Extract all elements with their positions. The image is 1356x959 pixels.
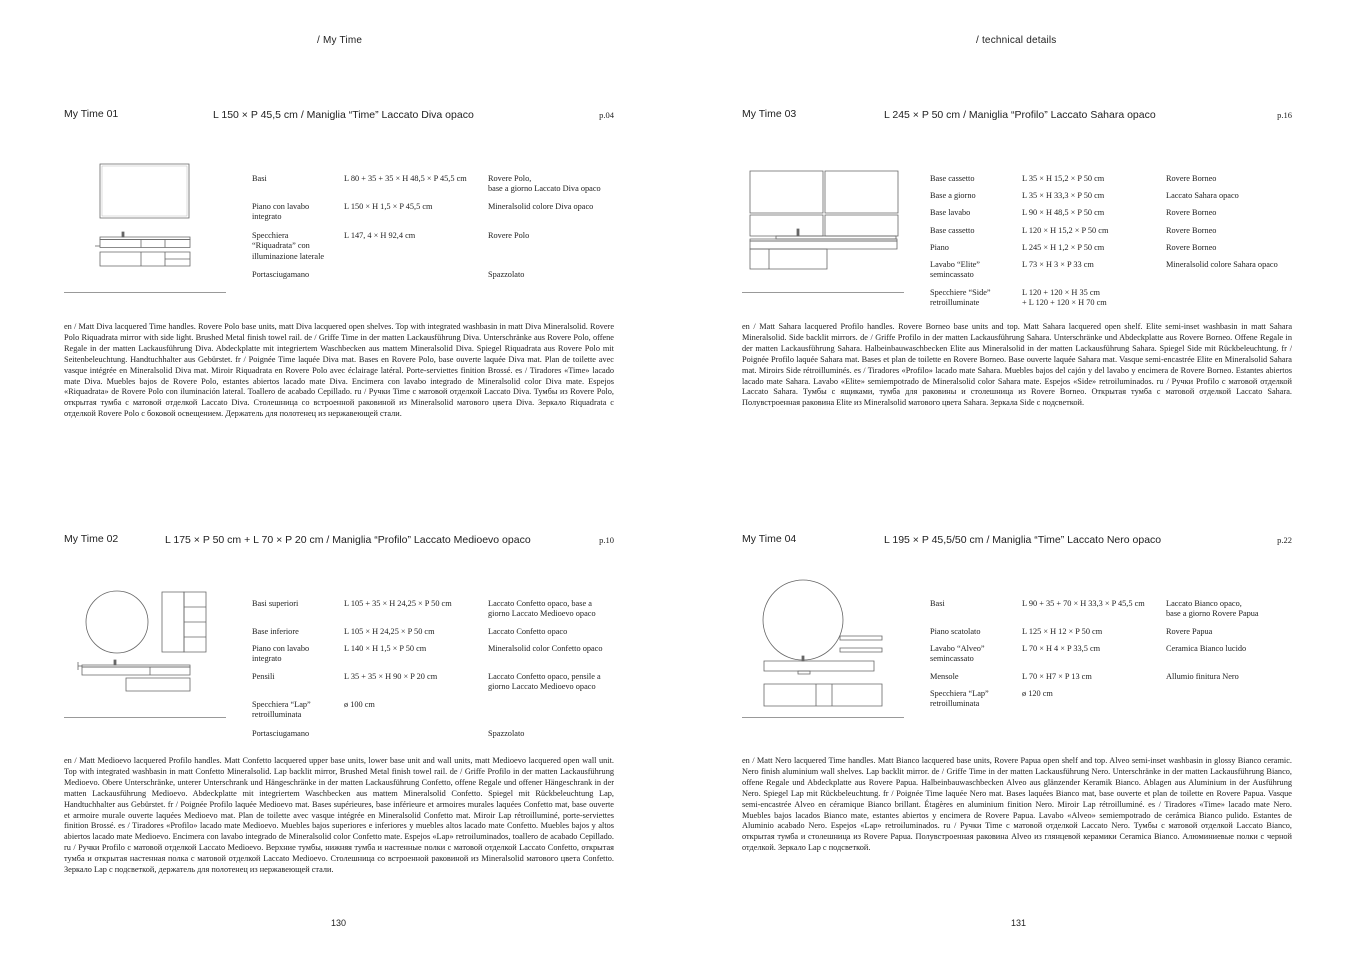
dimensions: ø 100 cm — [344, 700, 375, 709]
dimensions: L 73 × H 3 × P 33 cm — [1022, 260, 1094, 269]
dimensions: L 147, 4 × H 92,4 cm — [344, 231, 416, 240]
finish: Laccato Confetto opaco, pensile a giorno Laccato Medioevo opaco — [488, 672, 601, 692]
section-spec: L 195 × P 45,5/50 cm / Maniglia “Time” Laccato Nero opaco — [884, 534, 1162, 546]
page-number: 130 — [331, 918, 347, 928]
component-name: Lavabo “Alveo” semincassato — [930, 644, 985, 664]
finish: Laccato Bianco opaco, base a giorno Rovere Papua — [1166, 599, 1259, 619]
left-page-header: / My Time — [317, 35, 363, 46]
finish: Allumio finitura Nero — [1166, 672, 1239, 681]
component-name: Base a giorno — [930, 191, 976, 200]
section-title: My Time 03 — [742, 108, 797, 120]
component-name: Base lavabo — [930, 208, 971, 217]
spec-table — [930, 174, 1300, 314]
finish: Rovere Polo — [488, 231, 530, 240]
dimensions: L 120 + 120 × H 35 cm + L 120 + 120 × H 70 cm — [1022, 288, 1107, 308]
component-name: Specchiere “Side” retroilluminate — [930, 288, 991, 308]
dimensions: L 105 + 35 × H 24,25 × P 50 cm — [344, 599, 452, 608]
dimensions: L 120 × H 15,2 × P 50 cm — [1022, 226, 1109, 235]
dimensions: L 80 + 35 + 35 × H 48,5 × P 45,5 cm — [344, 174, 467, 183]
section-spec: L 175 × P 50 cm + L 70 × P 20 cm / Maniglia “Profilo” Laccato Medioevo opaco — [165, 534, 531, 546]
page-reference: p.04 — [599, 110, 614, 120]
component-name: Base inferiore — [252, 627, 299, 636]
dimensions: L 35 × H 33,3 × P 50 cm — [1022, 191, 1105, 200]
finish: Rovere Papua — [1166, 627, 1213, 636]
divider — [742, 292, 904, 293]
component-name: Base cassetto — [930, 226, 975, 235]
divider — [64, 717, 226, 718]
dimensions: L 245 × H 1,2 × P 50 cm — [1022, 243, 1105, 252]
component-name: Specchiera “Riquadrata” con illuminazione laterale — [252, 231, 325, 261]
dimensions: ø 120 cm — [1022, 689, 1053, 698]
section-title: My Time 01 — [64, 108, 119, 120]
right-page-header: / technical details — [976, 35, 1057, 46]
component-name: Piano con lavabo integrato — [252, 202, 310, 222]
finish: Spazzolato — [488, 729, 525, 738]
dimensions: L 90 + 35 + 70 × H 33,3 × P 45,5 cm — [1022, 599, 1145, 608]
dimensions: L 125 × H 12 × P 50 cm — [1022, 627, 1103, 636]
component-name: Piano scatolato — [930, 627, 981, 636]
section-spec: L 245 × P 50 cm / Maniglia “Profilo” Laccato Sahara opaco — [884, 109, 1156, 121]
component-name: Pensili — [252, 672, 275, 681]
component-name: Basi superiori — [252, 599, 299, 608]
finish: Mineralsolid color Confetto opaco — [488, 644, 603, 653]
component-name: Basi — [930, 599, 945, 608]
finish: Mineralsolid colore Diva opaco — [488, 202, 594, 211]
component-name: Base cassetto — [930, 174, 975, 183]
spec-table — [252, 599, 622, 744]
component-name: Specchiera “Lap” retroilluminata — [930, 689, 989, 709]
finish: Rovere Borneo — [1166, 226, 1217, 235]
finish: Laccato Confetto opaco — [488, 627, 568, 636]
dimensions: L 150 × H 1,5 × P 45,5 cm — [344, 202, 433, 211]
page-reference: p.22 — [1277, 535, 1292, 545]
drawing-my-time-01 — [94, 160, 198, 272]
component-name: Portasciugamano — [252, 270, 310, 279]
section-spec: L 150 × P 45,5 cm / Maniglia “Time” Laccato Diva opaco — [213, 109, 474, 121]
description-text: en / Matt Nero lacquered Time handles. Matt Bianco lacquered base units, Rovere Papua open shelf and top. Alveo semi-inset washbasin in glossy Bianco ceramic. Nero finish aluminium wall shelves. Lap backlit mirror. de / Griffe Time in der matten Lackausführung Nero. Unterschränke in der matten Lackausführung Bianco, offene Regale und Abdeckplatte aus Rovere Papua. Halbeinbauwaschbecken Alveo aus glänzender Keramik Bianco. Ablagen aus Aluminium in der Ausführung Nero. Spiegel Lap mit Rückbeleuchtung. fr / Poignée Time laquée Nero mat. Bases laquées Bianco mat, base ouverte et plan de toilette en Rovere Papua. Vasque semi-encastrée Alveo en céramique Bianco brillant. Étagères en aluminium finition Nero. Miroir Lap rétroilluminé. es / Tiradores «Time» lacado mate Nero. Muebles bajos lacados Bianco mate, estantes abiertos y encimera de Rovere Papua. Lavabo «Alveo» semiempotrado de cerámica Bianco pulido. Estantes de Aluminio acabado Nero. Espejos «Lap» retroiluminados. ru / Ручки Time с матовой отделкой Laccato Nero. Тумбы с матовой отделкой Laccato Bianco, открытая тумба и столешница из Rovere Papua. Полувстроенная раковина Alveo из глянцевой керамики Ceramica Bianco. Алюминиевые полки с черной отделкой. Зеркало Lap с подсветкой. — [742, 756, 1292, 853]
spec-table — [930, 599, 1300, 719]
description-text: en / Matt Diva lacquered Time handles. Rovere Polo base units, matt Diva lacquered open shelves. Top with integrated washbasin in matt Diva Mineralsolid. Rovere Polo Riquadrata mirror with side light. Brushed Metal finish towel rail. de / Griffe Time in der matten Lackausführung Diva. Unterschränke aus Rovere Polo, offene Regale in der matten Lackausführung Diva. Abdeckplatte mit integriertem Waschbecken aus mattem Mineralsolid Diva. Spiegel Riquadrata aus Rovere Polo mit Seitenbeleuchtung. Handtuchhalter aus Gebürstet. fr / Poignée Time laquée Diva mat. Bases en Rovere Polo, base ouverte laquée Diva mat. Plan de toilette avec vasque intégrée en Mineralsolid Diva mat. Miroir Riquadrata en Rovere Polo avec éclairage latéral. Porte-serviettes finition Brossé. es / Tiradores «Time» lacado mate Diva. Muebles bajos de Rovere Polo, estantes abiertos lacado mate Diva. Encimera con lavabo integrado de Mineralsolid color Diva mate. Espejos «Riquadrata» de Rovere Polo con iluminación lateral. Toallero de acabado Cepillado. ru / Ручки Time с матовой отделкой Laccato Diva. Тумбы из Rovere Polo, открытая тумба с матовой отделкой Laccato Diva. Столешница со встроенной раковиной из Mineralsolid матового цвета Diva. Зеркало Riquadrata с отделкой Rovere Polo с боковой освещением. Держатель для полотенец из нержавеющей стали. — [64, 322, 614, 419]
drawing-my-time-02 — [76, 586, 206, 696]
section-title: My Time 02 — [64, 533, 119, 545]
page-reference: p.10 — [599, 535, 614, 545]
component-name: Piano con lavabo integrato — [252, 644, 310, 664]
component-name: Portasciugamano — [252, 729, 310, 738]
divider — [742, 717, 904, 718]
dimensions: L 140 × H 1,5 × P 50 cm — [344, 644, 427, 653]
finish: Rovere Borneo — [1166, 174, 1217, 183]
spec-table — [252, 174, 622, 286]
component-name: Mensole — [930, 672, 959, 681]
finish: Mineralsolid colore Sahara opaco — [1166, 260, 1278, 269]
finish: Ceramica Bianco lucido — [1166, 644, 1247, 653]
finish: Laccato Sahara opaco — [1166, 191, 1239, 200]
dimensions: L 35 + 35 × H 90 × P 20 cm — [344, 672, 438, 681]
page-reference: p.16 — [1277, 110, 1292, 120]
component-name: Lavabo “Elite” semincassato — [930, 260, 980, 280]
drawing-my-time-04 — [760, 576, 886, 708]
finish: Rovere Borneo — [1166, 208, 1217, 217]
dimensions: L 90 × H 48,5 × P 50 cm — [1022, 208, 1105, 217]
dimensions: L 35 × H 15,2 × P 50 cm — [1022, 174, 1105, 183]
component-name: Piano — [930, 243, 949, 252]
component-name: Basi — [252, 174, 267, 183]
finish: Laccato Confetto opaco, base a giorno Laccato Medioevo opaco — [488, 599, 596, 619]
finish: Spazzolato — [488, 270, 525, 279]
finish: Rovere Polo, base a giorno Laccato Diva opaco — [488, 174, 601, 194]
component-name: Specchiera “Lap” retroilluminata — [252, 700, 311, 720]
description-text: en / Matt Sahara lacquered Profilo handles. Rovere Borneo base units and top. Matt Sahara lacquered open shelf. Elite semi-inset washbasin in matt Sahara Mineralsolid. Side backlit mirrors. de / Griffe Profilo in der matten Lackausführung Sahara. Unterschränke und Abdeckplatte aus Rovere Borneo. Offene Regale in der matten Lackausführung Sahara. Halbeinbauwaschbecken Elite aus Mineralsolid in der matten Lackausführung Sahara. Spiegel Side mit Rückbeleuchtung. fr / Poignée Profilo laquée Sahara mat. Bases et plan de toilette en Rovere Borneo. Base ouverte laquée Sahara mat. Vasque semi-encastrée Elite en Mineralsolid Sahara mat. Miroirs Side rétroilluminés. es / Tiradores «Profilo» lacado mate Sahara. Muebles bajos del cajón y del lavabo y encimera de Rovere Borneo. Estantes abiertos lacado mate Sahara. Lavabo «Elite» semiempotrado de Mineralsolid color Sahara mate. Espejos «Side» retroiluminados. ru / Ручки Profilo с матовой отделкой Laccato Sahara. Тумбы с ящиками, тумба для раковины и столешница из Rovere Borneo. Открытая тумба с матовой отделкой Laccato Sahara. Полувстроенная раковина Elite из Mineralsolid матового цвета Sahara. Зеркала Side с подсветкой. — [742, 322, 1292, 408]
divider — [64, 292, 226, 293]
description-text: en / Matt Medioevo lacquered Profilo handles. Matt Confetto lacquered upper base units, lower base unit and wall units, matt Medioevo lacquered open wall unit. Top with integrated washbasin in matt Confetto Mineralsolid. Lap backlit mirror, Brushed Metal finish towel rail. de / Griffe Profilo in der matten Lackausführung Medioevo. Obere Unterschränke, unterer Unterschrank und Hängeschränke in der matten Lackausführung Confetto, offene Regale und offener Hängeschrank in der matten Lackausführung Medioevo. Abdeckplatte mit integriertem Waschbecken aus mattem Mineralsolid Confetto. Spiegel mit Rückbeleuchtung Lap, Handtuchhalter aus Gebürstet. fr / Poignée Profilo laquée Medioevo mat. Bases supérieures, base inférieure et armoires murales laquées Confetto mat, base ouverte et armoire murale ouverte laquées Medioevo mat. Plan de toilette avec vasque intégrée en Mineralsolid Confetto mat. Miroir Lap rétroilluminé, porte-serviettes finition Brossé. es / Tiradores «Profilo» lacado mate Medioevo. Muebles bajos superiores e inferiores y muebles altos lacado mate Confetto. Muebles bajos y altos abiertos lacado mate Medioevo. Encimera con lavabo integrado de Mineralsolid color Confetto mate. Espejos «Lap» retroiluminados, toallero de acabado Cepillado. ru / Ручки Profilo с матовой отделкой Laccato Medioevo. Верхние тумбы, нижняя тумба и настенные полки с матовой отделкой Laccato Confetto, открытая тумба и открытая настенная полка с матовой отделкой Laccato Medioevo. Столешница со встроенной раковиной из Mineralsolid матового цвета Confetto. Зеркало Lap с подсветкой, держатель для полотенец из нержавеющей стали. — [64, 756, 614, 875]
finish: Rovere Borneo — [1166, 243, 1217, 252]
drawing-my-time-03 — [748, 168, 900, 272]
dimensions: L 70 × H7 × P 13 cm — [1022, 672, 1092, 681]
dimensions: L 105 × H 24,25 × P 50 cm — [344, 627, 435, 636]
dimensions: L 70 × H 4 × P 33,5 cm — [1022, 644, 1101, 653]
section-title: My Time 04 — [742, 533, 797, 545]
page-number: 131 — [1011, 918, 1027, 928]
